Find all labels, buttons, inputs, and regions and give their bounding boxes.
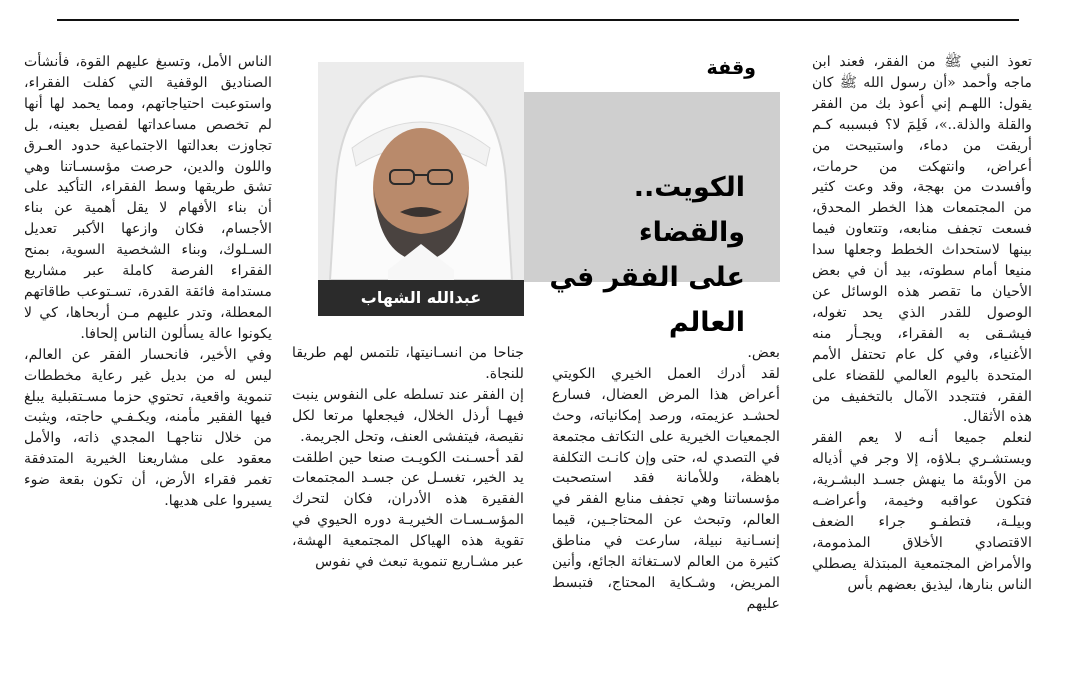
paragraph: تعوذ النبي ﷺ من الفقر، فعند ابن ماجه وأحمد «أن رسول الله ﷺ كان يقول: اللهـم إني أعوذ بك من الفقر والقلة والذلة..»، فَلِمَ لا؟ فبسببه كـم أريقت من دماء، واستبيحت من أعراض، وانتهكت من حرمات، وأفسدت من بهجة، وقد وعت كثير من المجتمعات هذا الخطر المحدق، فسعت تجفف منابعه، وتتعاون فيما بينها لاستحداث الخطط وجعلها سدا منيعا أمام سطوته، بيد أن في بعض الأحيان ما تقصر هذه الوسائل عن الوصول للقدر الذي يحد تغوله، فيشـقى به الفقراء، ويجـأر منه الأغنياء، وفي كل عام تحتفل الأمم المتحدة باليوم العالمي للقضاء على الفقر، فتتجدد الآمال بالتخفيف من هذه الأثقال. — [812, 54, 1032, 426]
column-label: وقفة — [706, 57, 756, 79]
top-rule — [57, 19, 1019, 21]
paragraph: إن الفقر عند تسلطه على النفوس ينبت فيهـا أرذل الخلال، فيجعلها مرتعا لكل نقيصة، فيتفشى العنف، وتحل الجريمة. — [292, 386, 524, 445]
paragraph: لقد أدرك العمل الخيري الكويتي أعراض هذا المرض العضال، فسارع لحشـد عزيمته، ورصد إمكانياته، وحث الجمعيات الخيرية على التكاتف مجتمعة في التصدي له، حتى وإن كانـت التكلفة باهظة، وللأمانة فقد استصحبت مؤسساتنا وهي تجفف منابع الفقر في العالم، وتبحث عن المحتاجـين، قيما إنسـانية نبيلة، سارعت في مناطق كثيرة من العالم لاسـتغاثة الجائع، وأنين المريض، وشـكاية المحتاج، فتبسط عليهم — [552, 365, 780, 612]
article-column-4 — [24, 52, 272, 652]
author-photo — [318, 62, 524, 280]
article-column-3 — [292, 343, 524, 643]
paragraph: بعض. — [747, 345, 780, 361]
author-portrait-illustration — [318, 62, 524, 280]
article-column-1 — [812, 52, 1032, 672]
author-name-bar: عبدالله الشهاب — [318, 280, 524, 316]
article-headline — [540, 165, 745, 345]
paragraph: لنعلم جميعا أنـه لا يعم الفقر ويستشـري بـلاؤه، إلا وجر في أذياله من الأوبئة ما ينهش جسـد البشـرية، فتكون عواقبه وخيمة، وأعراضـه وبيلـة، فتطفـو جراء الضعف الاقتصادي الأخلاق المذمومة، والأمراض المجتمعية المبتذلة يصطلي الناس بنارها، ليذيق بعضهم بأس — [812, 430, 1032, 593]
paragraph: وفي الأخير، فانحسار الفقر عن العالم، ليس له من بديل غير رعاية مخططات تنموية واقعية، تحتوي حزما مسـتقبلية يبلغ فيها الفقير مأمنه، ويكـفـي حاجته، ويثبت من خلال نتاجهـا المجدي ذاته، والأمل معقود على مشاريعنا الخيرية المتدفقة تغمر فقراء الأرض، أن تكون بقعة ضوء يسيروا على هديها. — [24, 346, 272, 510]
paragraph: جناحا من انسـانيتها، تلتمس لهم طريقا للنجاة. — [292, 345, 524, 382]
paragraph: لقد أحسـنت الكويـت صنعا حين اطلقت يد الخير، تغسـل عن جسـد المجتمعات الفقيرة هذه الأدران، فكان لتحرك المؤسـسـات الخيريـة دوره الحيوي في تقوية هذه الهياكل المجتمعية الهشة، عبر مشـاريع تنموية تبعث في نفوس — [292, 449, 524, 571]
headline-line-1: الكويت.. والقضاء — [633, 172, 745, 248]
article-column-2 — [552, 343, 780, 643]
paragraph: الناس الأمل، وتسبغ عليهم القوة، فأنشأت الصناديق الوقفية التي كفلت الفقراء، واستوعبت احتياجاتهم، ومما يحمد لها أنها لم تخصص مساعداتها لفصيل بعينه، بل تجاوزت بعدالتها الاجتماعية حدود العـرق واللون والدين، حرصت مؤسسـاتنا وهي تشق طريقها وسط الفقراء، التأكيد على أن بناء الأفهام لا يقل أهمية عن بناء الأجسام، فكان وازعها الأكبر تعديل السـلوك، وبناء الشخصية السوية، بمنح الفقراء الفرصة كاملة عبر مشاريع مستدامة فائقة القدرة، تسـتوعب طاقاتهم المعطلة، وتدر عليهم مـن أربحاها، كي لا يكونوا عالة يسألون الناس إلحافا. — [24, 54, 272, 342]
headline-line-2: على الفقر في العالم — [549, 262, 745, 338]
